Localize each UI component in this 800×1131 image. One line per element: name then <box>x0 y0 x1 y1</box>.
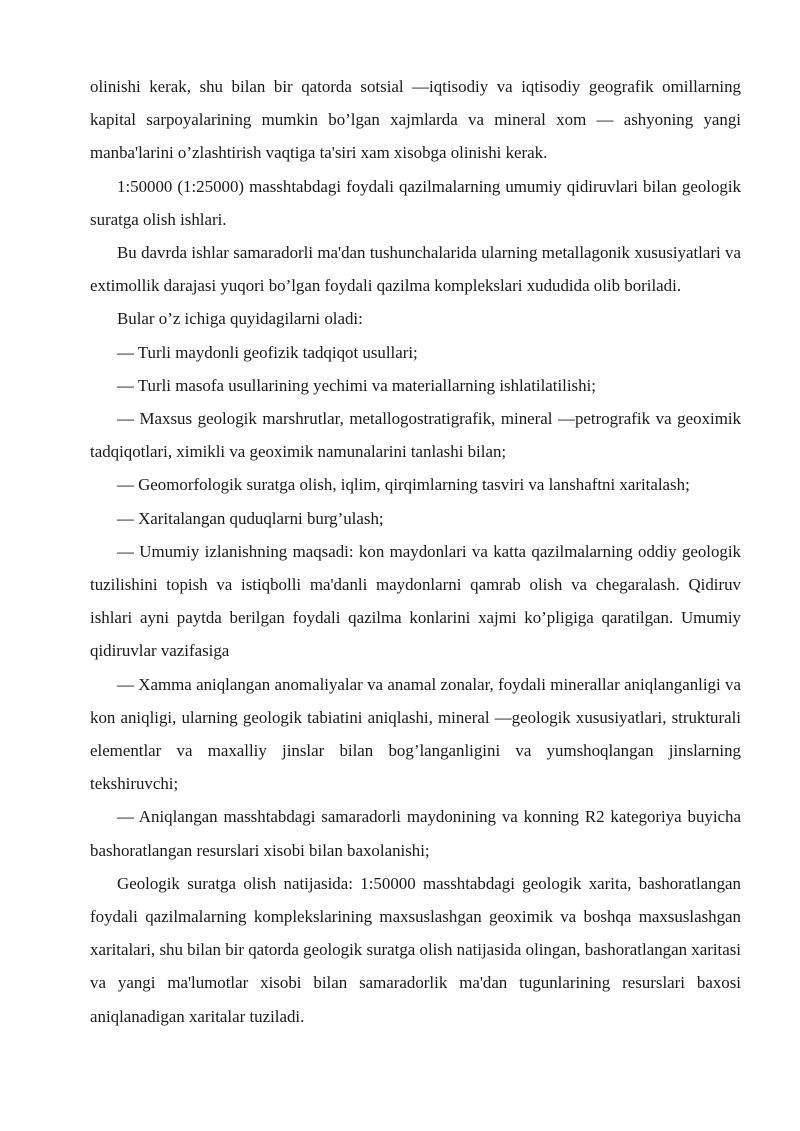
list-item-drilling: — Xaritalangan quduqlarni burg’ulash; <box>117 508 384 528</box>
list-item-anomalies: — Xamma aniqlangan anomaliyalar va anamal zonalar, foydali minerallar aniqlanganligi va kon aniqligi, ularning geologik tabiatini aniqlashi, mineral —geologik xususiyatlari, strukturali elementlar va maxalliy jinslar bilan bog’langanligini va yumshoqlangan jinslarning tekshiruvchi; <box>90 674 741 794</box>
list-item-geomorphology: — Geomorfologik suratga olish, iqlim, qirqimlarning tasviri va lanshaftni xaritalash; <box>117 475 690 495</box>
list-item-exploration-goal: — Umumiy izlanishning maqsadi: kon maydonlari va katta qazilmalarning oddiy geologik tuzilishini topish va istiqbolli ma'danli maydonlarni qamrab olish va chegaralash. Qidiruv ishlari ayni paytda berilgan foydali qazilma konlarini xajmi ko’pligiga qaratilgan. Umumiy qidiruvlar vazifasiga <box>90 541 741 661</box>
paragraph-survey-scale: 1:50000 (1:25000) masshtabdagi foydali qazilmalarning umumiy qidiruvlari bilan geologik suratga olish ishlari. <box>90 176 741 229</box>
list-item-special-routes: — Maxsus geologik marshrutlar, metallogostratigrafik, mineral —petrografik va geoximik tadqiqotlari, ximikli va geoximik namunalarini tanlashi bilan; <box>90 409 741 462</box>
paragraph-continuation: olinishi kerak, shu bilan bir qatorda sotsial —iqtisodiy va iqtisodiy geografik omillarning kapital sarpoyalarining mumkin bo’lgan xajmlarda va mineral xom — ashyoning yangi manba'larini o’zlashtirish vaqtiga ta'siri xam xisobga olinishi kerak. <box>90 77 741 163</box>
list-item-geophysics: — Turli maydonli geofizik tadqiqot usullari; <box>117 342 418 362</box>
paragraph-includes: Bular o’z ichiga quyidagilarni oladi: <box>117 309 363 329</box>
list-item-remote-methods: — Turli masofa usullarining yechimi va materiallarning ishlatilatilishi; <box>117 375 596 395</box>
document-page <box>90 70 741 1033</box>
paragraph-results: Geologik suratga olish natijasida: 1:50000 masshtabdagi geologik xarita, bashoratlangan foydali qazilmalarning komplekslarining maxsuslashgan geoximik va boshqa maxsuslashgan xaritalari, shu bilan bir qatorda geologik suratga olish natijasida olingan, bashoratlangan xaritasi va yangi ma'lumotlar xisobi bilan samaradorlik ma'dan tugunlarining resurslari baxosi aniqlanadigan xaritalar tuziladi. <box>90 873 741 1026</box>
list-item-evaluation: — Aniqlangan masshtabdagi samaradorli maydonining va konning R2 kategoriya buyicha bashoratlangan resurslari xisobi bilan baxolanishi; <box>90 807 741 860</box>
paragraph-period: Bu davrda ishlar samaradorli ma'dan tushunchalarida ularning metallagonik xususiyatlari va extimollik darajasi yuqori bo’lgan foydali qazilma komplekslari xududida olib boriladi. <box>90 243 741 296</box>
